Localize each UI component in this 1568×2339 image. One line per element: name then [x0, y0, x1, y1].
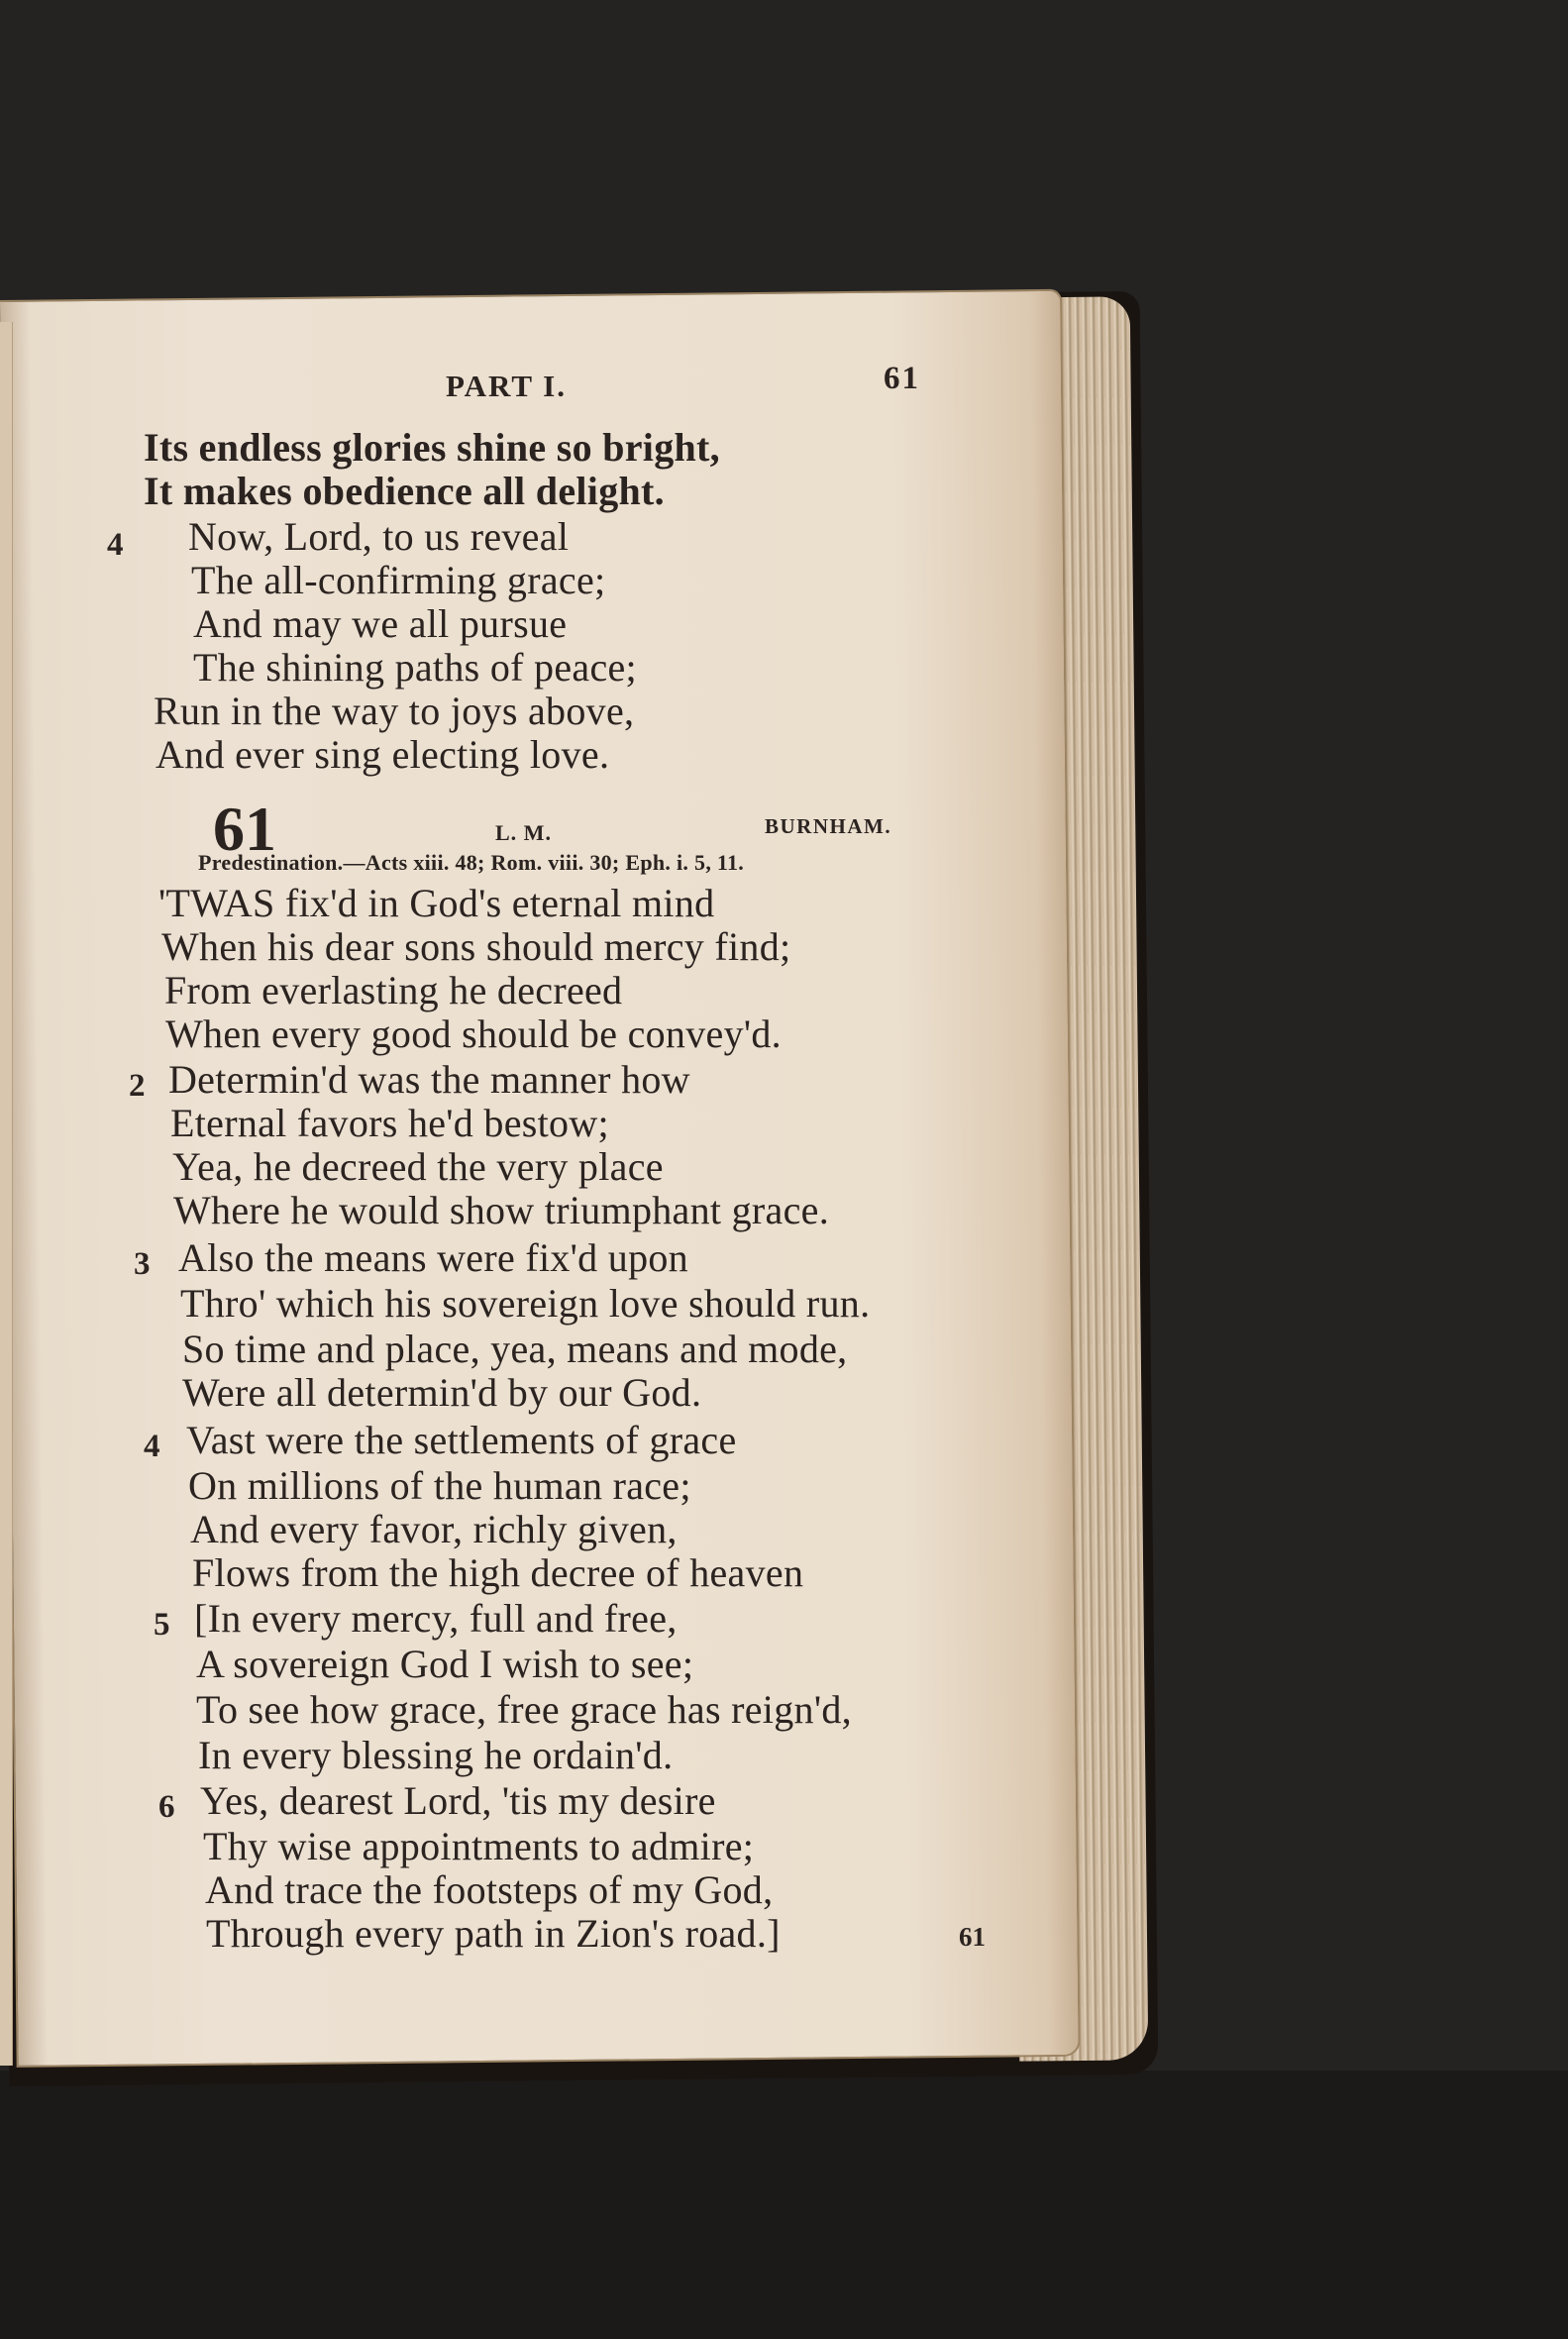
verse-number: 4	[107, 527, 124, 563]
verse-line: And may we all pursue	[193, 601, 568, 646]
verse-line: So time and place, yea, means and mode,	[182, 1327, 848, 1371]
hymn-author: BURNHAM.	[765, 814, 892, 838]
verse-line: The shining paths of peace;	[193, 645, 637, 690]
verse-number: 5	[154, 1607, 170, 1643]
verse-number: 6	[158, 1789, 175, 1825]
verse-line: 'TWAS fix'd in God's eternal mind	[158, 881, 715, 925]
verse-line: In every blessing he ordain'd.	[198, 1733, 674, 1777]
hymn-subject: Predestination.—Acts xiii. 48; Rom. viii. 30; Eph. i. 5, 11.	[198, 850, 745, 875]
background-table	[0, 2071, 1568, 2339]
verse-line: Also the means were fix'd upon	[178, 1235, 688, 1280]
verse-line: Through every path in Zion's road.]	[206, 1911, 781, 1956]
verse-line: From everlasting he decreed	[164, 968, 623, 1012]
hymn-number: 61	[213, 794, 276, 864]
verse-line: Thro' which his sovereign love should run.	[180, 1281, 871, 1326]
verse-line: Determin'd was the manner how	[168, 1057, 690, 1102]
verse-line: Thy wise appointments to admire;	[203, 1824, 755, 1868]
verse-line: Now, Lord, to us reveal	[188, 514, 570, 559]
verse-line: On millions of the human race;	[188, 1463, 691, 1508]
verse-line: Eternal favors he'd bestow;	[170, 1101, 609, 1145]
verse-line: [In every mercy, full and free,	[194, 1596, 678, 1641]
continuation-line: Its endless glories shine so bright,	[144, 425, 720, 470]
verse-line: Yea, he decreed the very place	[172, 1144, 664, 1189]
verse-number: 4	[144, 1429, 160, 1464]
verse-line: When every good should be convey'd.	[165, 1011, 782, 1056]
verse-number: 3	[134, 1246, 151, 1282]
hymn-meter: L. M.	[495, 820, 552, 845]
verse-line: The all-confirming grace;	[191, 558, 606, 602]
verse-line: Where he would show triumphant grace.	[173, 1188, 829, 1232]
verse-line: A sovereign God I wish to see;	[196, 1642, 694, 1686]
running-head: PART I.	[446, 369, 568, 403]
verse-line: Yes, dearest Lord, 'tis my desire	[200, 1778, 716, 1823]
verse-line: Vast were the settlements of grace	[186, 1418, 737, 1462]
verse-line: And ever sing electing love.	[156, 732, 610, 777]
verse-line: Flows from the high decree of heaven	[192, 1550, 804, 1595]
verse-line: And every favor, richly given,	[190, 1507, 678, 1551]
verse-line: And trace the footsteps of my God,	[205, 1867, 774, 1912]
verse-number: 2	[129, 1068, 146, 1104]
signature-mark: 61	[959, 1922, 986, 1952]
book-gutter	[0, 322, 13, 2066]
page-number: 61	[884, 361, 920, 396]
verse-line: To see how grace, free grace has reign'd,	[196, 1687, 852, 1732]
continuation-line: It makes obedience all delight.	[144, 469, 665, 513]
verse-line: Were all determin'd by our God.	[182, 1370, 702, 1415]
verse-line: Run in the way to joys above,	[154, 689, 635, 733]
verse-line: When his dear sons should mercy find;	[161, 924, 791, 969]
